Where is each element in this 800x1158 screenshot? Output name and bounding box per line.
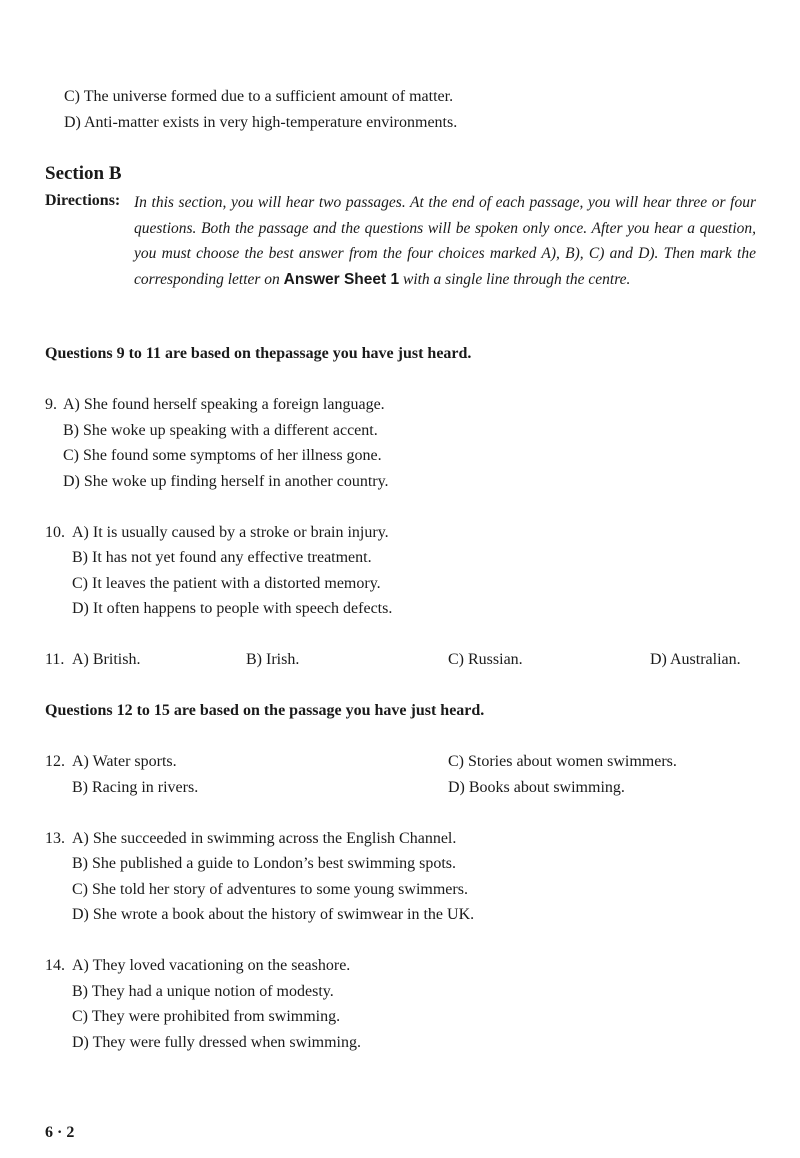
q11-option-a: A) British. [72,651,141,668]
q8-option-d: D) Anti-matter exists in very high-temperature environments. [64,114,458,131]
q14-option-a: A) They loved vacationing on the seashore. [72,957,351,974]
q9-option-a: A) She found herself speaking a foreign language. [63,396,385,413]
q10-number: 10. [45,524,65,541]
q14-option-c: C) They were prohibited from swimming. [72,1008,341,1025]
q9-option-d: D) She woke up finding herself in another country. [63,473,389,490]
q12-number: 12. [45,753,65,770]
q11-option-d: D) Australian. [650,651,741,668]
q10-option-d: D) It often happens to people with speech defects. [72,600,393,617]
q14-number: 14. [45,957,65,974]
q10-option-c: C) It leaves the patient with a distorted memory. [72,575,381,592]
q12-option-a: A) Water sports. [72,753,177,770]
q14-option-d: D) They were fully dressed when swimming. [72,1034,361,1051]
q12-option-b: B) Racing in rivers. [72,779,199,796]
directions-pre: In this section, you will hear two passages. At the end of each passage, you will hear three or four questions. Both the passage and the questions will be spoken only once. After you hear a question, you must choose the best answer from the four choices marked A), B), C) and D). Then mark the corresponding letter on [134,194,756,288]
q10-option-b: B) It has not yet found any effective treatment. [72,549,372,566]
q13-number: 13. [45,830,65,847]
q13-option-a: A) She succeeded in swimming across the English Channel. [72,830,457,847]
q14-option-b: B) They had a unique notion of modesty. [72,983,334,1000]
q9-option-c: C) She found some symptoms of her illness gone. [63,447,382,464]
q10-option-a: A) It is usually caused by a stroke or brain injury. [72,524,389,541]
q11-option-b: B) Irish. [246,651,300,668]
directions-text [134,190,756,292]
page-number: 6 · 2 [45,1124,75,1141]
q9-number: 9. [45,396,57,413]
q9-option-b: B) She woke up speaking with a different accent. [63,422,378,439]
q12-option-d: D) Books about swimming. [448,779,625,796]
answer-sheet-label: Answer Sheet 1 [283,270,400,288]
q11-option-c: C) Russian. [448,651,523,668]
q13-option-d: D) She wrote a book about the history of swimwear in the UK. [72,906,475,923]
section-b-title: Section B [45,163,122,184]
directions-post: with a single line through the centre. [399,270,631,288]
directions-label: Directions: [45,192,121,209]
q13-option-c: C) She told her story of adventures to some young swimmers. [72,881,468,898]
q13-option-b: B) She published a guide to London’s best swimming spots. [72,855,456,872]
group2-heading: Questions 12 to 15 are based on the passage you have just heard. [45,702,485,719]
q11-number: 11. [45,651,65,668]
q8-option-c: C) The universe formed due to a sufficient amount of matter. [64,88,454,105]
q12-option-c: C) Stories about women swimmers. [448,753,677,770]
group1-heading: Questions 9 to 11 are based on thepassage you have just heard. [45,345,472,362]
